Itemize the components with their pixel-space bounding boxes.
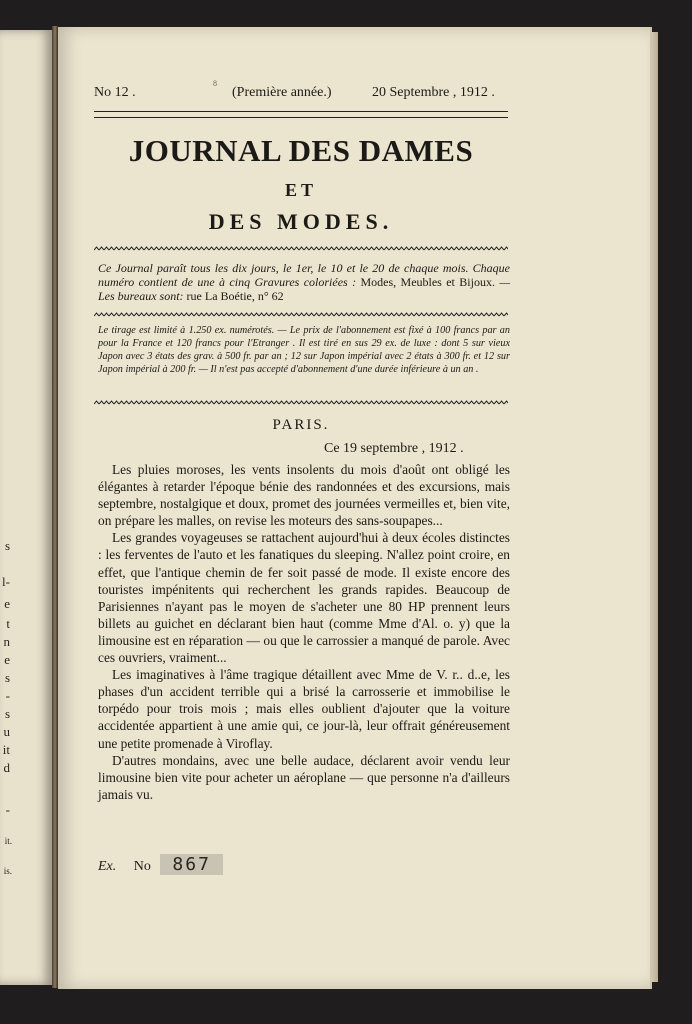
page-edge [650,32,658,982]
page-mark: 8 [213,79,217,88]
left-page-fragment: s [4,706,10,721]
header-double-rule [94,111,508,118]
article-paragraph: Les pluies moroses, les vents insolents du mois d'août ont obligé les élégantes à retarder l'époque bénie des randonnées et des excursions, mais septembre, nostalgique et doux, promet des journées vermeilles et, bien vite, on prépare les malles, on revise les moteurs des sans-soupapes... [98,462,510,529]
left-page-fragment: n [3,634,10,649]
notice-schedule: Ce Journal paraît tous les dix jours, le 1er, le 10 et le 20 de chaque mois. Chaque numéro contient de une à cinq Gravures coloriées : [98,261,510,289]
subscription-notice: Le tirage est limité à 1.250 ex. numérotés. — Le prix de l'abonnement est fixé à 100 francs par an pour la France et 120 francs pour l'Etranger . Il est tiré en sus 29 ex. de luxe : dont 5 sur vieux Japon avec 3 états des grav. à 500 fr. par an ; 12 sur Japon impérial avec 2 états à 300 fr. et 12 sur Japon impérial à 200 fr. — Il n'est pas accepté d'abonnement d'une durée inférieure à un an . [98,325,510,375]
issue-year: (Première année.) [232,85,332,100]
notice-offices-label: — Les bureaux sont: [98,275,511,303]
left-page-fragment: - [5,802,10,817]
left-page-fragment: e [4,652,10,667]
zigzag-rule [94,312,508,317]
publication-notice [98,261,510,303]
masthead-conjunction: ET [284,180,317,200]
left-page-fragment: u [3,724,10,739]
left-page-fragment: s [4,670,10,685]
left-page-fragment: t [6,616,10,631]
article-paragraph: Les imaginatives à l'âme tragique détaillent avec Mme de V. r.. d..e, les phases d'un accident terrible qui a brisé la carrosserie et immobilise le torpédo pour trois mois ; mais elles oublient d'ajouter que la voiture accidentée appartient à une amie qui, ce jour-là, leur offrait généreusement une petite promenade à Viroflay. [98,667,510,751]
article-body [98,461,510,803]
copy-no-label: No [133,859,151,874]
article-paragraph: D'autres mondains, avec une belle audace, déclarent avoir vendu leur limousine bien vite pour acheter un aéroplane — que personne n'a d'ailleurs jamais vu. [98,752,510,802]
left-page-fragment: - [5,688,10,703]
notice-categories: Modes, Meubles et Bijoux. [360,275,495,289]
zigzag-rule [94,400,508,405]
issue-header [94,85,534,103]
copy-number-line [98,854,223,876]
issue-number: No 12 . [94,85,136,100]
left-page-fragment: e [4,596,10,611]
left-page-fragment: is. [3,866,12,876]
left-page-fragment: d [3,760,10,775]
issue-date: 20 Septembre , 1912 . [372,85,495,100]
left-facing-page [0,30,52,985]
masthead-subtitle: DES MODES. [208,209,394,234]
article-title: PARIS. [272,417,330,433]
article-dateline: Ce 19 septembre , 1912 . [324,441,464,456]
zigzag-rule [94,246,508,251]
masthead-title: JOURNAL DES DAMES [128,133,474,168]
left-page-fragment: it [2,742,10,757]
left-page-fragment: s [4,538,10,553]
copy-label: Ex. [98,859,117,874]
article-paragraph: Les grandes voyageuses se rattachent aujourd'hui à deux écoles distinctes : les ferventes de l'auto et les fanatiques du sleeping. N'allez point croire, en effet, que l'antique chemin de fer soit passé de mode. Il existe encore des touristes impénitents qui recherchent les grands rapides. Beaucoup de Parisiennes n'ayant pas le moyen de s'acheter une 80 HP prennent leurs billets au guichet en déclarant bien haut (comme Mme d'Al. o. y) que la limousine est en réparation — ou que le carrossier a manqué de parole. Avec ces ouvriers, vraiment... [98,530,510,666]
notice-address: rue La Boétie, n° 62 [186,289,284,303]
journal-page [58,27,650,989]
left-page-fragment: it. [4,836,12,846]
left-page-fragment: l- [2,574,10,589]
copy-number-stamp: 867 [160,854,223,875]
